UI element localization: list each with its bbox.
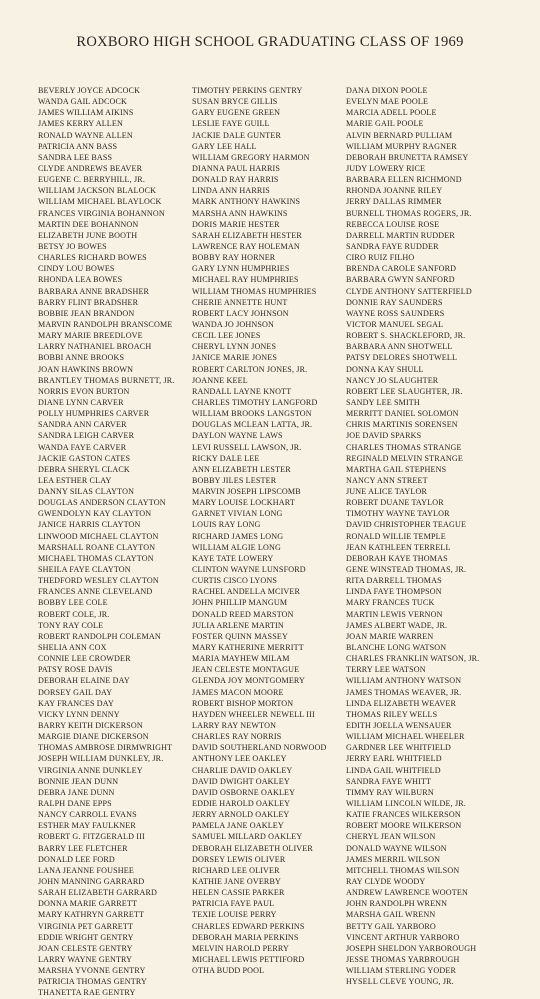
graduate-name: BURNELL THOMAS ROGERS, JR.	[346, 208, 472, 218]
graduate-name: WILLIAM LINCOLN WILDE, JR.	[346, 799, 466, 808]
graduate-name: DEBORAH MARIA PERKINS	[192, 932, 299, 942]
graduate-name: BARRY LEE FLETCHER	[38, 843, 128, 853]
graduate-name: MARIE GAIL POOLE	[346, 119, 424, 129]
graduate-name: DEBRA SHERYL CLACK	[38, 464, 130, 474]
graduate-name: DORIS MARIE HESTER	[192, 219, 280, 229]
graduate-name: GWENDOLYN KAY CLAYTON	[38, 509, 152, 519]
graduate-name: DORSEY LEWIS OLIVER	[192, 854, 286, 864]
graduate-name: CHERIE ANNETTE HUNT	[192, 297, 288, 307]
graduate-name: JEAN CELESTE MONTAGUE	[192, 665, 300, 675]
graduate-name: SANDRA FAYE WHITT	[346, 776, 432, 786]
graduate-name: JOSEPH SHELDON YARBOROUGH	[346, 943, 477, 953]
graduate-name: TIMMY RAY WILBURN	[346, 787, 434, 797]
graduate-name: BARRY KEITH DICKERSON	[38, 721, 143, 731]
graduate-name: ROBERT CARLTON JONES, JR.	[192, 364, 308, 374]
graduate-name: ROBERT MOORE WILKERSON	[346, 821, 462, 831]
graduate-name: BARRY FLINT BRADSHER	[38, 297, 139, 307]
graduate-name: JOAN MARIE WARREN	[346, 631, 434, 641]
graduate-name: MICHAEL THOMAS CLAYTON	[38, 553, 154, 563]
graduate-name: CIRO RUIZ FILHO	[346, 253, 415, 263]
graduate-name: EDDIE WRIGHT GENTRY	[38, 932, 134, 942]
graduate-name: RAY CLYDE WOODY	[346, 876, 426, 886]
graduate-name: RONALD WILLIE TEMPLE	[346, 531, 446, 541]
names-column-2	[192, 85, 326, 976]
graduate-name: NANCY CARROLL EVANS	[38, 810, 137, 820]
graduate-name: LINDA ELIZABETH WEAVER	[346, 698, 457, 708]
graduate-name: RACHEL ANDELLA MCIVER	[192, 587, 301, 597]
graduate-name: ESTHER MAY FAULKNER	[38, 821, 136, 831]
graduate-name: MARGIE DIANE DICKERSON	[38, 732, 149, 742]
graduate-name: POLLY HUMPHRIES CARVER	[38, 409, 150, 419]
graduate-name: EDITH JOELLA WENSAUER	[346, 721, 452, 731]
graduate-name: JESSE THOMAS YARBROUGH	[346, 954, 460, 964]
graduate-name: SANDRA LEIGH CARVER	[38, 431, 135, 441]
graduate-name: WILLIAM MICHAEL BLAYLOCK	[38, 197, 162, 207]
graduate-name: MARSHALL ROANE CLAYTON	[38, 542, 156, 552]
graduate-name: MARTIN DEE BOHANNON	[38, 219, 139, 229]
graduate-name: ROBERT LEE SLAUGHTER, JR.	[346, 386, 463, 396]
graduate-name: ROBERT G. FITZGERALD III	[38, 832, 145, 842]
graduate-name: JACKIE DALE GUNTER	[192, 130, 282, 140]
graduate-name: DONALD REED MARSTON	[192, 609, 294, 619]
graduate-name: LINWOOD MICHAEL CLAYTON	[38, 531, 159, 541]
graduate-name: DONALD RAY HARRIS	[192, 175, 279, 185]
graduate-name: BOBBY LEE COLE	[38, 598, 108, 608]
graduate-name: ANN ELIZABETH LESTER	[192, 464, 291, 474]
graduate-name: KAYE TATE LOWERY	[192, 553, 274, 563]
graduate-name: JANICE HARRIS CLAYTON	[38, 520, 141, 530]
graduate-name: RITA DARRELL THOMAS	[346, 576, 442, 586]
graduate-name: BETTY GAIL YARBORO	[346, 921, 436, 931]
graduate-name: MICHAEL LEWIS PETTIFORD	[192, 954, 305, 964]
names-column-3	[346, 85, 479, 987]
graduate-name: BARBARA GWYN SANFORD	[346, 275, 455, 285]
graduate-name: LINDA GAIL WHITFIELD	[346, 765, 441, 775]
graduate-name: MARVIN JOSEPH LIPSCOMB	[192, 487, 301, 497]
graduate-name: DONALD WAYNE WILSON	[346, 843, 447, 853]
graduate-name: CHARLES TIMOTHY LANGFORD	[192, 397, 318, 407]
graduate-name: THOMAS AMBROSE DIRMWRIGHT	[38, 743, 173, 753]
graduate-name: ROBERT S. SHACKLEFORD, JR.	[346, 331, 466, 341]
graduate-name: SANDRA FAYE RUDDER	[346, 241, 439, 251]
graduate-name: TEXIE LOUISE PERRY	[192, 910, 277, 920]
graduate-name: PATRICIA ANN BASS	[38, 141, 118, 151]
graduate-name: HELEN CASSIE PARKER	[192, 888, 285, 898]
graduate-name: VICKY LYNN DENNY	[38, 709, 120, 719]
graduate-name: GENE WINSTEAD THOMAS, JR.	[346, 565, 467, 575]
graduate-name: GARY LYNN HUMPHRIES	[192, 264, 290, 274]
graduate-name: RICHARD LEE OLIVER	[192, 865, 280, 875]
graduate-name: RONALD WAYNE ALLEN	[38, 130, 133, 140]
graduate-name: THOMAS RILEY WELLS	[346, 709, 438, 719]
graduate-name: CHARLES EDWARD PERKINS	[192, 921, 305, 931]
graduate-name: JANICE MARIE JONES	[192, 353, 277, 363]
graduate-name: DOUGLAS ANDERSON CLAYTON	[38, 498, 166, 508]
graduate-name: JAMES MACON MOORE	[192, 687, 284, 697]
graduate-name: DEBORAH ELAINE DAY	[38, 676, 130, 686]
graduate-name: WILLIAM THOMAS HUMPHRIES	[192, 286, 317, 296]
graduate-name: DAVID OSBORNE OAKLEY	[192, 787, 296, 797]
graduate-name: CURTIS CISCO LYONS	[192, 576, 278, 586]
graduate-name: TONY RAY COLE	[38, 620, 104, 630]
graduate-name: JOAN HAWKINS BROWN	[38, 364, 134, 374]
graduate-name: MARSHA ANN HAWKINS	[192, 208, 288, 218]
graduate-name: WILLIAM JACKSON BLALOCK	[38, 186, 157, 196]
graduate-name: BEVERLY JOYCE ADCOCK	[38, 86, 141, 95]
graduate-name: DANA DIXON POOLE	[346, 86, 428, 95]
graduate-name: MARSHA GAIL WRENN	[346, 910, 436, 920]
graduate-name: MELVIN HAROLD PERRY	[192, 943, 289, 953]
graduate-name: SARAH ELIZABETH HESTER	[192, 230, 302, 240]
graduate-name: WILLIAM MURPHY RAGNER	[346, 141, 457, 151]
graduate-name: RHONDA LEA BOWES	[38, 275, 123, 285]
graduate-name: WAYNE ROSS SAUNDERS	[346, 308, 445, 318]
graduate-name: BLANCHE LONG WATSON	[346, 643, 447, 653]
graduate-name: SANDRA LEE BASS	[38, 152, 113, 162]
graduate-name: DIANNA PAUL HARRIS	[192, 163, 280, 173]
graduate-name: DEBORAH KAYE THOMAS	[346, 553, 448, 563]
graduate-name: ALVIN BERNARD PULLIAM	[346, 130, 453, 140]
graduate-name: DORSEY GAIL DAY	[38, 687, 113, 697]
graduate-name: CHARLES THOMAS STRANGE	[346, 442, 462, 452]
graduate-name: HAYDEN WHEELER NEWELL III	[192, 709, 315, 719]
graduate-name: CHARLES RICHARD BOWES	[38, 253, 147, 263]
graduate-name: DAVID SOUTHERLAND NORWOOD	[192, 743, 327, 753]
graduate-name: VIRGINIA PET GARRETT	[38, 921, 134, 931]
graduate-name: JAMES KERRY ALLEN	[38, 119, 123, 129]
graduate-name: MARIA MAYHEW MILAM	[192, 654, 290, 664]
graduate-name: MARTHA GAIL STEPHENS	[346, 464, 447, 474]
graduate-name: MARY MARIE BREEDLOVE	[38, 331, 143, 341]
graduate-name: CHARLES FRANKLIN WATSON, JR.	[346, 654, 480, 664]
graduate-name: DIANE LYNN CARVER	[38, 397, 124, 407]
graduate-name: THEDFORD WESLEY CLAYTON	[38, 576, 159, 586]
graduate-name: BRENDA CAROLE SANFORD	[346, 264, 457, 274]
graduate-name: ROBERT COLE, JR.	[38, 609, 110, 619]
graduate-name: GARY LEE HALL	[192, 141, 257, 151]
graduate-name: VIRGINIA ANNE DUNKLEY	[38, 765, 143, 775]
graduate-name: SARAH ELIZABETH GARRARD	[38, 888, 158, 898]
graduate-name: ROBERT RANDOLPH COLEMAN	[38, 631, 161, 641]
graduate-name: MARY LOUISE LOCKHART	[192, 498, 295, 508]
graduate-name: NANCY ANN STREET	[346, 475, 428, 485]
graduate-name: CLYDE ANTHONY SATTERFIELD	[346, 286, 472, 296]
graduate-name: PATSY ROSE DAVIS	[38, 665, 113, 675]
graduate-name: ELIZABETH JUNE BOOTH	[38, 230, 138, 240]
graduate-name: BARBARA ELLEN RICHMOND	[346, 175, 462, 185]
graduate-name: EVELYN MAE POOLE	[346, 97, 429, 107]
graduate-name: MARK ANTHONY HAWKINS	[192, 197, 301, 207]
graduate-name: HYSELL CLEVE YOUNG, JR.	[346, 977, 454, 987]
graduate-name: MARSHA YVONNE GENTRY	[38, 966, 146, 976]
graduate-name: OTHA BUDD POOL	[192, 966, 265, 976]
graduate-name: JOHN RANDOLPH WRENN	[346, 899, 448, 909]
graduate-name: PAMELA JANE OAKLEY	[192, 821, 284, 831]
graduate-name: ROBERT BISHOP MORTON	[192, 698, 294, 708]
graduate-name: DONALD LEE FORD	[38, 854, 115, 864]
graduate-name: LINDA ANN HARRIS	[192, 186, 270, 196]
graduate-name: BARBARA ANN SHOTWELL	[346, 342, 453, 352]
graduate-name: TERRY LEE WATSON	[346, 665, 426, 675]
graduate-name: PATSY DELORES SHOTWELL	[346, 353, 458, 363]
graduate-name: DARRELL MARTIN RUDDER	[346, 230, 455, 240]
graduate-name: VICTOR MANUEL SEGAL	[346, 319, 444, 329]
graduate-name: BRANTLEY THOMAS BURNETT, JR.	[38, 375, 175, 385]
names-column-1	[38, 85, 174, 999]
graduate-name: MERRITT DANIEL SOLOMON	[346, 409, 459, 419]
graduate-name: DONNA KAY SHULL	[346, 364, 424, 374]
graduate-name: MARTIN LEWIS VERNON	[346, 609, 443, 619]
graduate-name: MARCIA ADELL POOLE	[346, 108, 437, 118]
graduate-name: LANA JEANNE FOUSHEE	[38, 865, 134, 875]
graduate-name: CHARLIE DAVID OAKLEY	[192, 765, 293, 775]
graduate-name: LEA ESTHER CLAY	[38, 475, 112, 485]
graduate-name: ANDREW LAWRENCE WOOTEN	[346, 888, 468, 898]
graduate-name: JOHN MANNING GARRARD	[38, 876, 145, 886]
graduate-name: JAMES ALBERT WADE, JR.	[346, 620, 448, 630]
graduate-name: WILLIAM BROOKS LANGSTON	[192, 409, 312, 419]
graduate-name: BARBARA ANNE BRADSHER	[38, 286, 150, 296]
graduate-name: MICHAEL RAY HUMPHRIES	[192, 275, 299, 285]
graduate-name: WILLIAM ALGIE LONG	[192, 542, 282, 552]
graduate-name: RANDALL LAYNE KNOTT	[192, 386, 292, 396]
graduate-name: LARRY WAYNE GENTRY	[38, 954, 133, 964]
graduate-name: WANDA JO JOHNSON	[192, 319, 274, 329]
graduate-name: ROBERT LACY JOHNSON	[192, 308, 289, 318]
graduate-name: NANCY JO SLAUGHTER	[346, 375, 439, 385]
graduate-name: NORRIS EVON BURTON	[38, 386, 130, 396]
graduate-name: LESLIE FAYE GUILL	[192, 119, 270, 129]
graduate-name: WANDA FAYE CARVER	[38, 442, 127, 452]
graduate-name: JOANNE KEEL	[192, 375, 248, 385]
graduate-name: JOHN PHILLIP MANGUM	[192, 598, 288, 608]
graduate-name: EDDIE HAROLD OAKLEY	[192, 799, 291, 808]
graduate-name: LARRY RAY NEWTON	[192, 721, 277, 731]
graduate-name: DONNIE RAY SAUNDERS	[346, 297, 443, 307]
graduate-name: DANNY SILAS CLAYTON	[38, 487, 135, 497]
graduate-name: KATHIE JANE OVERBY	[192, 876, 282, 886]
graduate-name: JERRY ARNOLD OAKLEY	[192, 810, 290, 820]
graduate-name: GARDNER LEE WHITFIELD	[346, 743, 452, 753]
graduate-name: REGINALD MELVIN STRANGE	[346, 453, 463, 463]
graduate-name: FRANCES ANNE CLEVELAND	[38, 587, 153, 597]
graduate-name: SUSAN BRYCE GILLIS	[192, 97, 278, 107]
graduate-name: MARY KATHRYN GARRETT	[38, 910, 145, 920]
graduate-name: TIMOTHY WAYNE TAYLOR	[346, 509, 450, 519]
graduate-name: CLYDE ANDREWS BEAVER	[38, 163, 143, 173]
graduate-name: DAVID DWIGHT OAKLEY	[192, 776, 290, 786]
graduate-name: DEBRA JANE DUNN	[38, 787, 115, 797]
graduate-name: DEBORAH BRUNETTA RAMSEY	[346, 152, 469, 162]
graduate-name: LARRY NATHANIEL BROACH	[38, 342, 152, 352]
graduate-name: GLENDA JOY MONTGOMERY	[192, 676, 306, 686]
page-title: ROXBORO HIGH SCHOOL GRADUATING CLASS OF 1969	[76, 34, 464, 50]
graduate-name: JAMES WILLIAM AIKINS	[38, 108, 134, 118]
graduate-name: JACKIE GASTON CATES	[38, 453, 131, 463]
graduate-name: SHEILA FAYE CLAYTON	[38, 565, 131, 575]
graduate-name: FRANCES VIRGINIA BOHANNON	[38, 208, 165, 218]
graduate-name: MITCHELL THOMAS WILSON	[346, 865, 460, 875]
graduate-name: LAWRENCE RAY HOLEMAN	[192, 241, 300, 251]
graduate-name: FOSTER QUINN MASSEY	[192, 631, 288, 641]
graduate-name: WANDA GAIL ADCOCK	[38, 97, 128, 107]
graduate-name: SANDRA ANN CARVER	[38, 420, 127, 430]
graduate-name: CHERYL LYNN JONES	[192, 342, 277, 352]
graduate-name: CONNIE LEE CROWDER	[38, 654, 131, 664]
graduate-name: JUNE ALICE TAYLOR	[346, 487, 428, 497]
graduate-name: RICHARD JAMES LONG	[192, 531, 284, 541]
graduate-name: KAY FRANCES DAY	[38, 698, 115, 708]
graduate-name: CHARLES RAY NORRIS	[192, 732, 282, 742]
graduate-name: BOBBIE JEAN BRANDON	[38, 308, 135, 318]
graduate-name: TIMOTHY PERKINS GENTRY	[192, 86, 303, 95]
graduate-name: LOUIS RAY LONG	[192, 520, 261, 530]
graduate-name: WILLIAM ANTHONY WATSON	[346, 676, 462, 686]
graduate-name: REBECCA LOUISE ROSE	[346, 219, 440, 229]
graduate-name: RHONDA JOANNE RILEY	[346, 186, 443, 196]
graduate-name: CINDY LOU BOWES	[38, 264, 115, 274]
graduate-name: ROBERT DUANE TAYLOR	[346, 498, 444, 508]
graduate-name: CHRIS MARTINIS SORENSEN	[346, 420, 458, 430]
graduate-name: KATIE FRANCES WILKERSON	[346, 810, 461, 820]
graduate-name: DOUGLAS MCLEAN LATTA, JR.	[192, 420, 313, 430]
graduate-name: SHELIA ANN COX	[38, 643, 107, 653]
graduate-name: LINDA FAYE THOMPSON	[346, 587, 442, 597]
graduate-name: GARNET VIVIAN LONG	[192, 509, 283, 519]
graduate-name: BOBBY JILES LESTER	[192, 475, 277, 485]
graduate-name: ANTHONY LEE OAKLEY	[192, 754, 287, 764]
graduate-name: BOBBI ANNE BROOKS	[38, 353, 125, 363]
graduate-name: VINCENT ARTHUR YARBORO	[346, 932, 460, 942]
graduate-name: BOBBY RAY HORNER	[192, 253, 276, 263]
graduate-name: CLINTON WAYNE LUNSFORD	[192, 565, 306, 575]
graduate-name: JEAN KATHLEEN TERRELL	[346, 542, 451, 552]
graduate-name: MARY KATHERINE MERRITT	[192, 643, 304, 653]
graduate-name: JOAN CELESTE GENTRY	[38, 943, 133, 953]
graduate-name: MARY FRANCES TUCK	[346, 598, 435, 608]
graduate-name: WILLIAM MICHAEL WHEELER	[346, 732, 465, 742]
graduate-name: CECIL LEE JONES	[192, 331, 261, 341]
graduate-name: DONNA MARIE GARRETT	[38, 899, 138, 909]
graduate-name: JAMES THOMAS WEAVER, JR.	[346, 687, 462, 697]
graduate-name: JULIA ARLENE MARTIN	[192, 620, 284, 630]
graduate-name: SANDY LEE SMITH	[346, 397, 420, 407]
graduate-name: JOE DAVID SPARKS	[346, 431, 422, 441]
graduate-name: DAYLON WAYNE LAWS	[192, 431, 283, 441]
graduate-name: JOSEPH WILLIAM DUNKLEY, JR.	[38, 754, 164, 764]
graduate-name: JERRY EARL WHITFIELD	[346, 754, 442, 764]
graduate-name: CHERYL JEAN WILSON	[346, 832, 436, 842]
graduate-name: WILLIAM GREGORY HARMON	[192, 152, 310, 162]
graduate-name: JAMES MERRIL WILSON	[346, 854, 441, 864]
graduate-name: EUGENE C. BERRYHILL, JR.	[38, 175, 146, 185]
graduate-name: WILLIAM STERLING YODER	[346, 966, 457, 976]
graduate-name: JUDY LOWERY RICE	[346, 163, 426, 173]
graduate-name: SAMUEL MILLARD OAKLEY	[192, 832, 303, 842]
graduate-name: THANETTA RAE GENTRY	[38, 988, 136, 998]
graduate-name: MARVIN RANDOLPH BRANSCOME	[38, 319, 173, 329]
graduate-name: RALPH DANE EPPS	[38, 799, 112, 808]
graduate-name: DEBORAH ELIZABETH OLIVER	[192, 843, 313, 853]
graduate-name: BONNIE JEAN DUNN	[38, 776, 119, 786]
graduate-name: GARY EUGENE GREEN	[192, 108, 281, 118]
graduate-name: PATRICIA FAYE PAUL	[192, 899, 275, 909]
graduate-name: RICKY DALE LEE	[192, 453, 260, 463]
graduate-name: DAVID CHRISTOPHER TEAGUE	[346, 520, 467, 530]
graduate-name: JERRY DALLAS RIMMER	[346, 197, 442, 207]
graduate-name: BETSY JO BOWES	[38, 241, 107, 251]
graduate-name: LEVI RUSSELL LAWSON, JR.	[192, 442, 302, 452]
graduate-name: PATRICIA THOMAS GENTRY	[38, 977, 147, 987]
